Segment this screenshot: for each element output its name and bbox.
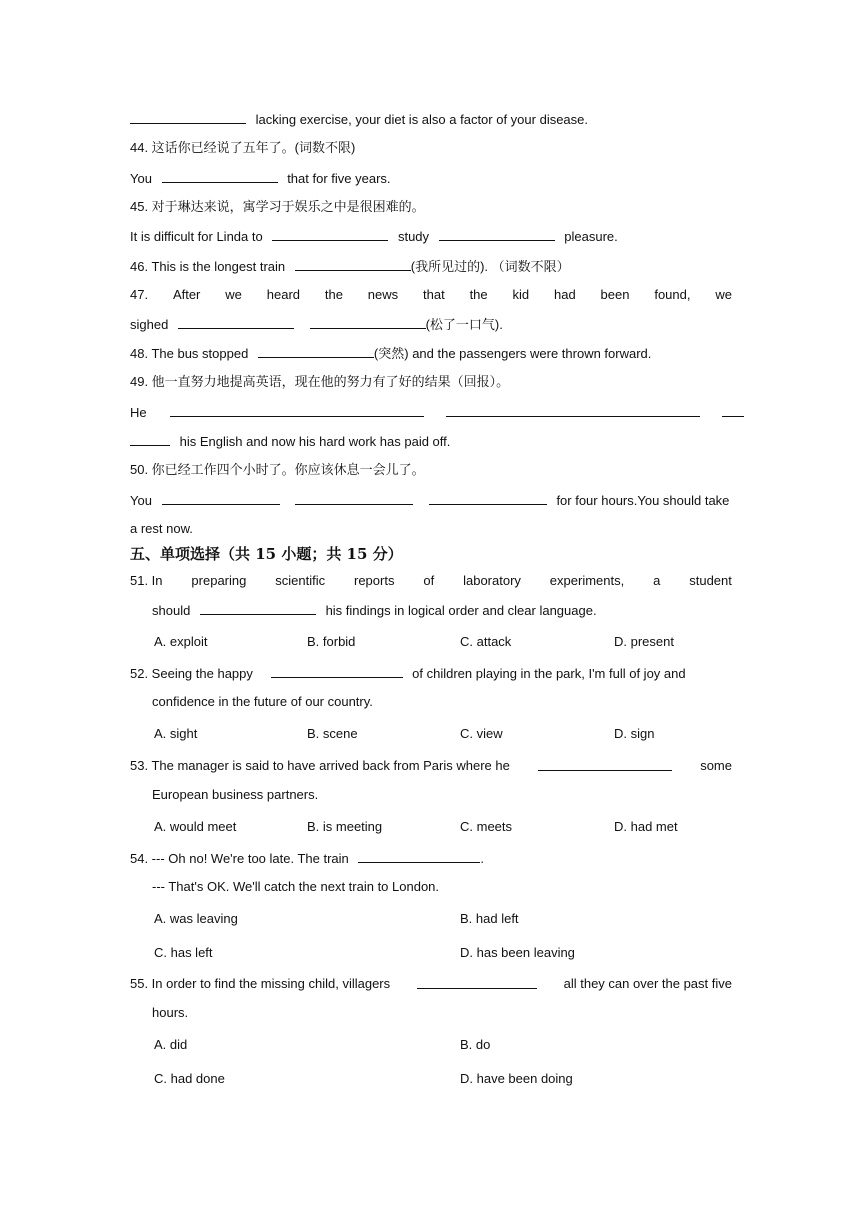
option-a[interactable]: A. exploit xyxy=(154,634,208,649)
answer-blank[interactable] xyxy=(200,601,316,615)
q49-line1: He xyxy=(130,403,732,422)
q50-line2: a rest now. xyxy=(130,521,193,536)
option-a[interactable]: A. sight xyxy=(154,726,198,741)
option-c[interactable]: C. meets xyxy=(460,819,513,834)
q50-line1: You for four hours.You should take xyxy=(130,493,730,508)
option-d[interactable]: D. has been leaving xyxy=(460,945,575,960)
q52-line2: confidence in the future of our country. xyxy=(152,694,373,709)
answer-blank[interactable] xyxy=(130,432,170,446)
option-b[interactable]: B. is meeting xyxy=(307,819,383,834)
q47-line2: sighed (松了一口气). xyxy=(130,317,503,332)
option-b[interactable]: B. had left xyxy=(460,911,519,926)
answer-blank[interactable] xyxy=(417,975,537,989)
answer-blank[interactable] xyxy=(310,315,426,329)
answer-blank[interactable] xyxy=(162,491,280,505)
answer-blank[interactable] xyxy=(178,315,294,329)
q54-line2: --- That's OK. We'll catch the next train to London. xyxy=(152,879,440,894)
q47-line1: 47. After we heard the news that the kid had been found, we xyxy=(130,287,732,302)
option-a[interactable]: A. did xyxy=(154,1037,188,1052)
q50-prompt: 50. 你已经工作四个小时了。你应该休息一会儿了。 xyxy=(130,462,425,477)
option-a[interactable]: A. was leaving xyxy=(154,911,238,926)
option-c[interactable]: C. view xyxy=(460,726,503,741)
option-d[interactable]: D. present xyxy=(614,634,674,649)
option-b[interactable]: B. forbid xyxy=(307,634,356,649)
answer-blank[interactable] xyxy=(358,849,480,863)
q51-line1: 51. In preparing scientific reports of laboratory experiments, a student xyxy=(130,573,732,588)
answer-blank[interactable] xyxy=(271,664,403,678)
q43-line: lacking exercise, your diet is also a factor of your disease. xyxy=(130,110,732,129)
option-c[interactable]: C. attack xyxy=(460,634,512,649)
q53-line1: 53. The manager is said to have arrived back from Paris where he some xyxy=(130,758,732,773)
q49-line2: his English and now his hard work has paid off. xyxy=(130,432,732,451)
answer-blank[interactable] xyxy=(722,403,744,417)
q44-prompt: 44. 这话你已经说了五年了。(词数不限) xyxy=(130,140,356,155)
section-heading: 五、单项选择（共 15 小题；共 15 分） xyxy=(130,545,403,563)
answer-blank[interactable] xyxy=(439,227,555,241)
option-c[interactable]: C. has left xyxy=(154,945,213,960)
option-d[interactable]: D. had met xyxy=(614,819,678,834)
option-b[interactable]: B. scene xyxy=(307,726,358,741)
q55-line2: hours. xyxy=(152,1005,189,1020)
q46-line: 46. This is the longest train (我所见过的). （词数不限） xyxy=(130,259,570,274)
answer-blank[interactable] xyxy=(258,344,374,358)
q51-line2: should his findings in logical order and clear language. xyxy=(152,603,597,618)
q55-line1: 55. In order to find the missing child, villagers all they can over the past five xyxy=(130,976,732,991)
q45-answer-line: It is difficult for Linda to study pleasure. xyxy=(130,229,618,244)
answer-blank[interactable] xyxy=(295,491,413,505)
q54-line1: 54. --- Oh no! We're too late. The train . xyxy=(130,851,485,866)
answer-blank[interactable] xyxy=(538,757,672,771)
q49-prompt: 49. 他一直努力地提高英语，现在他的努力有了好的结果（回报）。 xyxy=(130,374,510,389)
option-b[interactable]: B. do xyxy=(460,1037,491,1052)
option-d[interactable]: D. have been doing xyxy=(460,1071,573,1086)
option-c[interactable]: C. had done xyxy=(154,1071,225,1086)
answer-blank[interactable] xyxy=(429,491,547,505)
answer-blank[interactable] xyxy=(130,110,246,124)
q53-line2: European business partners. xyxy=(152,787,319,802)
answer-blank[interactable] xyxy=(170,403,424,417)
q52-line1: 52. Seeing the happy of children playing in the park, I'm full of joy and xyxy=(130,666,686,681)
q44-answer-line: You that for five years. xyxy=(130,171,391,186)
q48-line: 48. The bus stopped (突然) and the passengers were thrown forward. xyxy=(130,346,652,361)
q45-prompt: 45. 对于琳达来说，寓学习于娱乐之中是很困难的。 xyxy=(130,199,425,214)
answer-blank[interactable] xyxy=(446,403,700,417)
answer-blank[interactable] xyxy=(295,257,411,271)
answer-blank[interactable] xyxy=(162,169,278,183)
option-a[interactable]: A. would meet xyxy=(154,819,237,834)
option-d[interactable]: D. sign xyxy=(614,726,655,741)
answer-blank[interactable] xyxy=(272,227,388,241)
